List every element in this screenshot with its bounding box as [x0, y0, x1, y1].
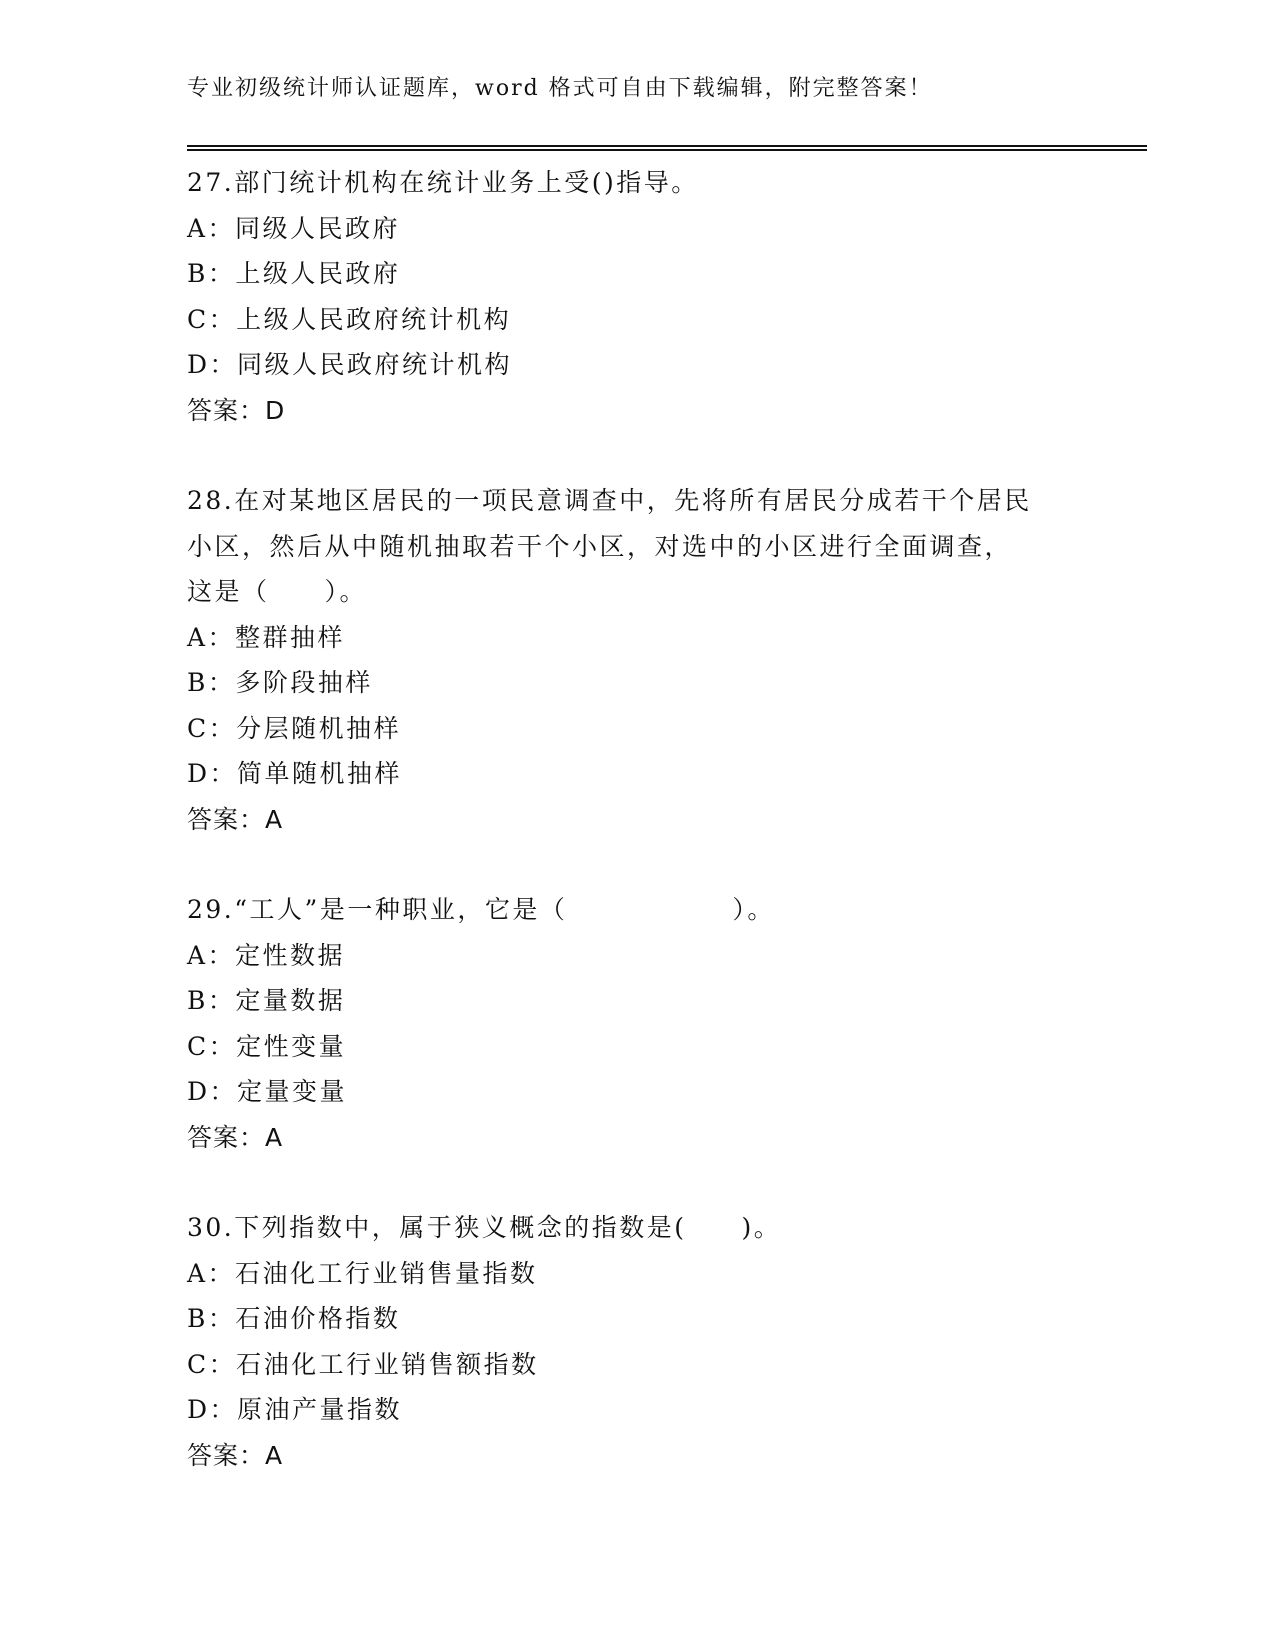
question-stem [187, 160, 1147, 206]
option-b: B：石油价格指数 [187, 1304, 401, 1333]
question-list [187, 160, 1147, 1523]
question-line: 30.下列指数中，属于狭义概念的指数是( )。 [187, 1213, 782, 1242]
option-b: B：上级人民政府 [187, 259, 401, 288]
question-29 [187, 887, 1147, 1160]
question-stem [187, 887, 1147, 933]
header-divider [187, 145, 1147, 151]
question-line: 27.部门统计机构在统计业务上受()指导。 [187, 168, 699, 197]
option-d: D：定量变量 [187, 1077, 348, 1106]
question-line: 这是（ ）。 [187, 577, 368, 606]
option-d: D：简单随机抽样 [187, 759, 403, 788]
answer-value: A [265, 804, 284, 834]
answer-line [187, 1433, 1147, 1479]
option-b: B：定量数据 [187, 986, 346, 1015]
answer-line [187, 1115, 1147, 1161]
option-a: A：定性数据 [187, 940, 346, 970]
option-d: D：原油产量指数 [187, 1395, 403, 1424]
option-a: A：同级人民政府 [187, 213, 401, 243]
question-28 [187, 478, 1147, 842]
option-c: C：石油化工行业销售额指数 [187, 1349, 539, 1379]
question-27 [187, 160, 1147, 433]
page-header: 专业初级统计师认证题库，word 格式可自由下载编辑，附完整答案！ [187, 76, 933, 101]
answer-label: 答案： [187, 1440, 266, 1470]
answer-value: A [265, 1122, 284, 1152]
answer-label: 答案： [187, 804, 266, 834]
answer-line [187, 797, 1147, 843]
option-c: C：定性变量 [187, 1031, 347, 1061]
question-stem [187, 478, 1147, 615]
option-c: C：上级人民政府统计机构 [187, 304, 512, 334]
answer-line [187, 388, 1147, 434]
option-a: A：整群抽样 [187, 622, 346, 652]
option-b: B：多阶段抽样 [187, 668, 373, 697]
question-30 [187, 1205, 1147, 1478]
question-line: 小区，然后从中随机抽取若干个小区，对选中的小区进行全面调查， [187, 531, 1013, 561]
question-stem [187, 1205, 1147, 1251]
question-line: 29.“工人”是一种职业，它是（ ）。 [187, 895, 775, 924]
answer-value: A [265, 1440, 284, 1470]
option-c: C：分层随机抽样 [187, 713, 402, 743]
answer-label: 答案： [187, 1122, 266, 1152]
answer-value: D [265, 395, 286, 425]
question-line: 28.在对某地区居民的一项民意调查中，先将所有居民分成若干个居民 [187, 486, 1032, 515]
answer-label: 答案： [187, 395, 266, 425]
option-d: D：同级人民政府统计机构 [187, 350, 513, 379]
option-a: A：石油化工行业销售量指数 [187, 1258, 538, 1288]
